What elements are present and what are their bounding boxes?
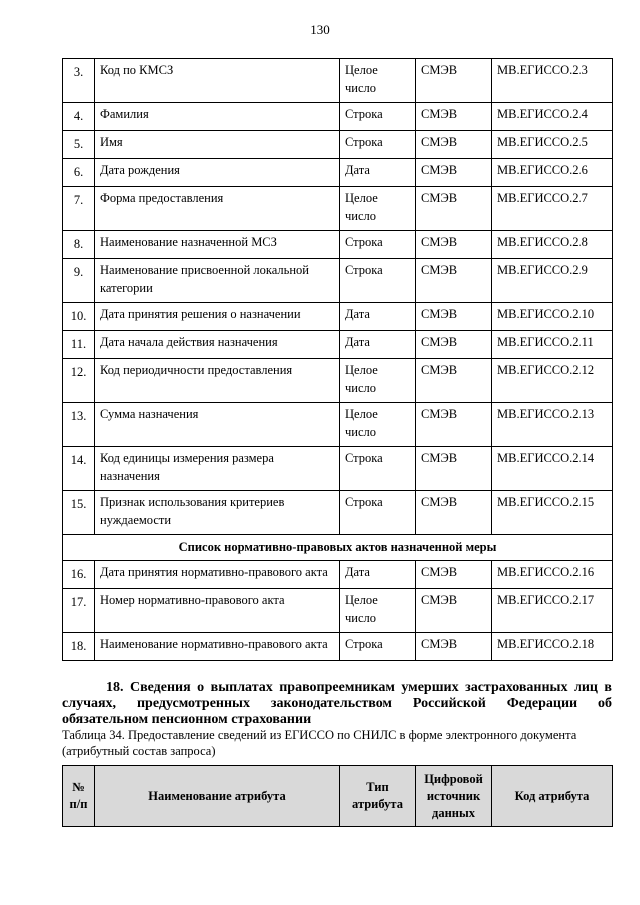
cell-source: СМЭВ bbox=[416, 403, 492, 447]
cell-code: МВ.ЕГИССО.2.7 bbox=[492, 187, 613, 231]
header-num: № п/п bbox=[63, 766, 95, 827]
cell-code: МВ.ЕГИССО.2.14 bbox=[492, 447, 613, 491]
cell-num: 10. bbox=[63, 303, 95, 331]
cell-type: Целое число bbox=[340, 589, 416, 633]
table-row bbox=[63, 491, 613, 535]
cell-type: Целое число bbox=[340, 59, 416, 103]
cell-type: Строка bbox=[340, 103, 416, 131]
cell-name: Код по КМСЗ bbox=[95, 59, 340, 103]
cell-num: 4. bbox=[63, 103, 95, 131]
table-row bbox=[63, 589, 613, 633]
table-row bbox=[63, 259, 613, 303]
header-type: Тип атрибута bbox=[340, 766, 416, 827]
cell-source: СМЭВ bbox=[416, 589, 492, 633]
cell-source: СМЭВ bbox=[416, 159, 492, 187]
cell-source: СМЭВ bbox=[416, 131, 492, 159]
cell-code: МВ.ЕГИССО.2.11 bbox=[492, 331, 613, 359]
table-row bbox=[63, 303, 613, 331]
cell-name: Фамилия bbox=[95, 103, 340, 131]
cell-source: СМЭВ bbox=[416, 447, 492, 491]
cell-source: СМЭВ bbox=[416, 187, 492, 231]
cell-type: Дата bbox=[340, 159, 416, 187]
cell-name: Номер нормативно-правового акта bbox=[95, 589, 340, 633]
cell-type: Строка bbox=[340, 633, 416, 661]
cell-type: Целое число bbox=[340, 187, 416, 231]
section-title: Список нормативно-правовых актов назначенной меры bbox=[63, 535, 613, 561]
cell-num: 3. bbox=[63, 59, 95, 103]
cell-name: Код периодичности предоставления bbox=[95, 359, 340, 403]
header-source: Цифровой источник данных bbox=[416, 766, 492, 827]
cell-source: СМЭВ bbox=[416, 491, 492, 535]
cell-num: 18. bbox=[63, 633, 95, 661]
table-row bbox=[63, 131, 613, 159]
cell-num: 13. bbox=[63, 403, 95, 447]
table-row bbox=[63, 103, 613, 131]
cell-source: СМЭВ bbox=[416, 259, 492, 303]
table-row bbox=[63, 359, 613, 403]
cell-name: Наименование присвоенной локальной категории bbox=[95, 259, 340, 303]
cell-code: МВ.ЕГИССО.2.6 bbox=[492, 159, 613, 187]
section-heading bbox=[62, 680, 612, 728]
cell-num: 11. bbox=[63, 331, 95, 359]
section-heading-line: обязательном пенсионном страховании bbox=[62, 712, 312, 727]
cell-code: МВ.ЕГИССО.2.8 bbox=[492, 231, 613, 259]
cell-num: 8. bbox=[63, 231, 95, 259]
cell-name: Форма предоставления bbox=[95, 187, 340, 231]
cell-num: 12. bbox=[63, 359, 95, 403]
header-name: Наименование атрибута bbox=[95, 766, 340, 827]
cell-source: СМЭВ bbox=[416, 59, 492, 103]
cell-code: МВ.ЕГИССО.2.18 bbox=[492, 633, 613, 661]
table-row bbox=[63, 331, 613, 359]
section-heading-line: случаях, предусмотренных законодательством Российской Федерации об bbox=[62, 696, 612, 711]
table-caption: Таблица 34. Предоставление сведений из ЕГИССО по СНИЛС в форме электронного документа (атрибутный состав запроса) bbox=[62, 728, 577, 758]
cell-type: Дата bbox=[340, 303, 416, 331]
table-row bbox=[63, 187, 613, 231]
cell-name: Дата рождения bbox=[95, 159, 340, 187]
page-number: 130 bbox=[310, 22, 330, 37]
cell-source: СМЭВ bbox=[416, 633, 492, 661]
cell-name: Код единицы измерения размера назначения bbox=[95, 447, 340, 491]
section-row bbox=[63, 535, 613, 561]
cell-source: СМЭВ bbox=[416, 359, 492, 403]
header-code: Код атрибута bbox=[492, 766, 613, 827]
cell-type: Строка bbox=[340, 131, 416, 159]
table-row bbox=[63, 447, 613, 491]
cell-name: Сумма назначения bbox=[95, 403, 340, 447]
table-row bbox=[63, 561, 613, 589]
table-row bbox=[63, 159, 613, 187]
cell-name: Дата принятия нормативно-правового акта bbox=[95, 561, 340, 589]
cell-code: МВ.ЕГИССО.2.10 bbox=[492, 303, 613, 331]
cell-code: МВ.ЕГИССО.2.3 bbox=[492, 59, 613, 103]
table-row bbox=[63, 403, 613, 447]
table-row bbox=[63, 633, 613, 661]
cell-type: Целое число bbox=[340, 359, 416, 403]
cell-type: Строка bbox=[340, 231, 416, 259]
attributes-table-header bbox=[62, 765, 613, 827]
cell-code: МВ.ЕГИССО.2.15 bbox=[492, 491, 613, 535]
cell-code: МВ.ЕГИССО.2.9 bbox=[492, 259, 613, 303]
cell-num: 17. bbox=[63, 589, 95, 633]
cell-num: 15. bbox=[63, 491, 95, 535]
cell-name: Признак использования критериев нуждаемости bbox=[95, 491, 340, 535]
cell-code: МВ.ЕГИССО.2.4 bbox=[492, 103, 613, 131]
cell-source: СМЭВ bbox=[416, 231, 492, 259]
cell-source: СМЭВ bbox=[416, 331, 492, 359]
cell-name: Имя bbox=[95, 131, 340, 159]
cell-code: МВ.ЕГИССО.2.12 bbox=[492, 359, 613, 403]
cell-name: Наименование назначенной МСЗ bbox=[95, 231, 340, 259]
cell-code: МВ.ЕГИССО.2.13 bbox=[492, 403, 613, 447]
cell-code: МВ.ЕГИССО.2.17 bbox=[492, 589, 613, 633]
cell-type: Дата bbox=[340, 331, 416, 359]
cell-source: СМЭВ bbox=[416, 103, 492, 131]
cell-code: МВ.ЕГИССО.2.5 bbox=[492, 131, 613, 159]
cell-name: Дата принятия решения о назначении bbox=[95, 303, 340, 331]
cell-type: Дата bbox=[340, 561, 416, 589]
cell-type: Целое число bbox=[340, 403, 416, 447]
attributes-table bbox=[62, 58, 613, 661]
cell-num: 7. bbox=[63, 187, 95, 231]
cell-num: 16. bbox=[63, 561, 95, 589]
cell-type: Строка bbox=[340, 259, 416, 303]
cell-type: Строка bbox=[340, 447, 416, 491]
cell-num: 5. bbox=[63, 131, 95, 159]
cell-code: МВ.ЕГИССО.2.16 bbox=[492, 561, 613, 589]
cell-name: Наименование нормативно-правового акта bbox=[95, 633, 340, 661]
table-header-row bbox=[63, 766, 613, 827]
cell-num: 14. bbox=[63, 447, 95, 491]
cell-num: 9. bbox=[63, 259, 95, 303]
table-row bbox=[63, 231, 613, 259]
cell-type: Строка bbox=[340, 491, 416, 535]
cell-source: СМЭВ bbox=[416, 561, 492, 589]
cell-name: Дата начала действия назначения bbox=[95, 331, 340, 359]
cell-source: СМЭВ bbox=[416, 303, 492, 331]
table-row bbox=[63, 59, 613, 103]
section-heading-line: 18. Сведения о выплатах правопреемникам умерших застрахованных лиц в bbox=[106, 680, 612, 695]
cell-num: 6. bbox=[63, 159, 95, 187]
